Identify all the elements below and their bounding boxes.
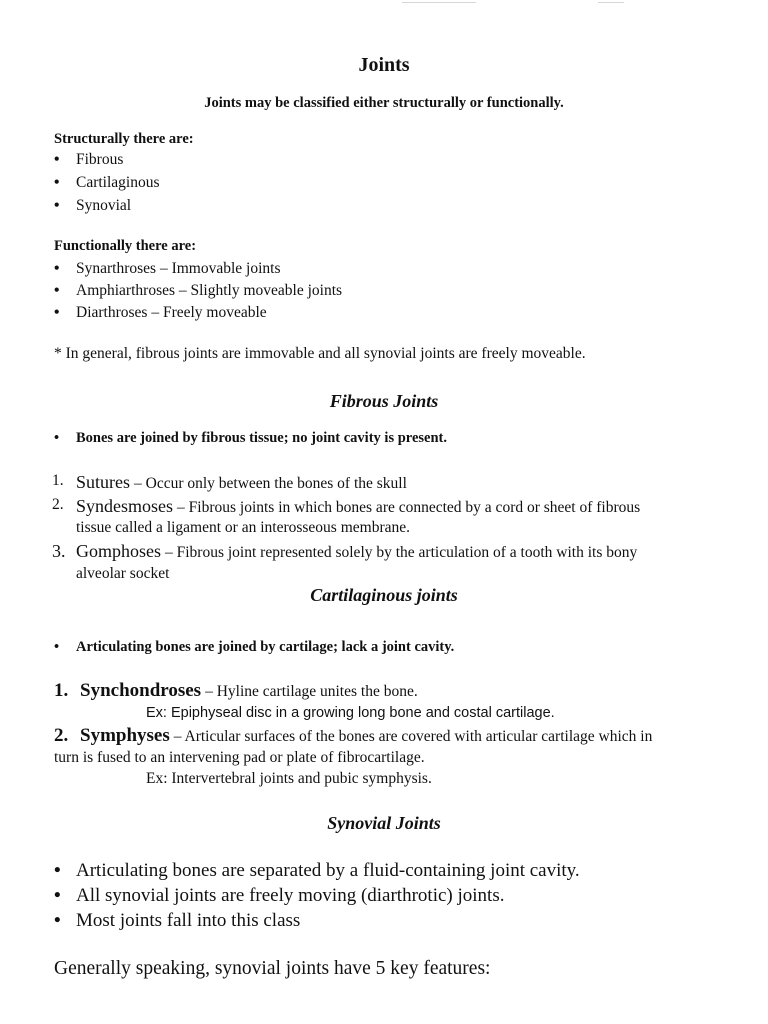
- item-example: Ex: Intervertebral joints and pubic symphysis.: [146, 770, 432, 787]
- list-item: • Synarthroses – Immovable joints: [76, 260, 281, 278]
- list-item: [52, 496, 641, 517]
- section-heading-cartilaginous: Cartilaginous joints: [310, 585, 458, 605]
- list-item: [54, 725, 653, 747]
- list-item: • Cartilaginous: [76, 174, 160, 192]
- fibrous-bullet: • Bones are joined by fibrous tissue; no joint cavity is present.: [76, 430, 447, 447]
- item-term: Gomphoses: [76, 541, 161, 561]
- item-continuation: alveolar socket: [76, 565, 170, 582]
- list-item: • Fibrous: [76, 151, 123, 169]
- functional-heading: Functionally there are:: [54, 238, 197, 254]
- list-item: • Diarthroses – Freely moveable: [76, 304, 267, 322]
- item-desc: – Fibrous joints in which bones are connected by a cord or sheet of fibrous: [177, 499, 641, 516]
- item-desc: – Occur only between the bones of the skull: [134, 475, 407, 492]
- item-example: Ex: Epiphyseal disc in a growing long bone and costal cartilage.: [146, 705, 555, 721]
- page-title: Joints: [358, 54, 410, 76]
- list-item: [52, 472, 407, 493]
- item-continuation: tissue called a ligament or an interosseous membrane.: [76, 519, 411, 536]
- item-number: 1.: [54, 680, 69, 701]
- list-item: • Synovial: [76, 197, 131, 215]
- note-text: * In general, fibrous joints are immovable and all synovial joints are freely moveable.: [54, 345, 586, 362]
- item-continuation: turn is fused to an intervening pad or plate of fibrocartilage.: [54, 749, 425, 766]
- scan-artifact: [402, 2, 476, 3]
- list-item: • Amphiarthroses – Slightly moveable joints: [76, 282, 342, 300]
- item-term: Syndesmoses: [76, 496, 174, 516]
- item-term: Sutures: [76, 472, 130, 492]
- intro-text: Joints may be classified either structurally or functionally.: [204, 95, 564, 111]
- item-term: Symphyses: [80, 725, 170, 746]
- list-item: [52, 541, 638, 562]
- structural-heading: Structurally there are:: [54, 131, 194, 147]
- item-desc: – Fibrous joint represented solely by the articulation of a tooth with its bony: [165, 544, 638, 561]
- item-term: Synchondroses: [80, 680, 202, 701]
- item-desc: – Articular surfaces of the bones are covered with articular cartilage which in: [173, 728, 653, 745]
- cartilaginous-bullet: • Articulating bones are joined by cartilage; lack a joint cavity.: [76, 639, 454, 656]
- list-item: • All synovial joints are freely moving (diarthrotic) joints.: [76, 885, 504, 907]
- item-number: 2.: [54, 725, 69, 746]
- list-item: • Most joints fall into this class: [76, 910, 300, 932]
- section-heading-synovial: Synovial Joints: [327, 813, 441, 833]
- item-number: 1.: [52, 472, 64, 489]
- item-number: 2.: [52, 496, 64, 513]
- closing-text: Generally speaking, synovial joints have 5 key features:: [54, 958, 491, 979]
- scan-artifact: [598, 2, 624, 3]
- item-desc: – Hyline cartilage unites the bone.: [205, 683, 418, 700]
- section-heading-fibrous: Fibrous Joints: [329, 391, 439, 411]
- list-item: • Articulating bones are separated by a fluid-containing joint cavity.: [76, 860, 580, 882]
- list-item: [54, 680, 418, 702]
- item-number: 3.: [52, 541, 66, 561]
